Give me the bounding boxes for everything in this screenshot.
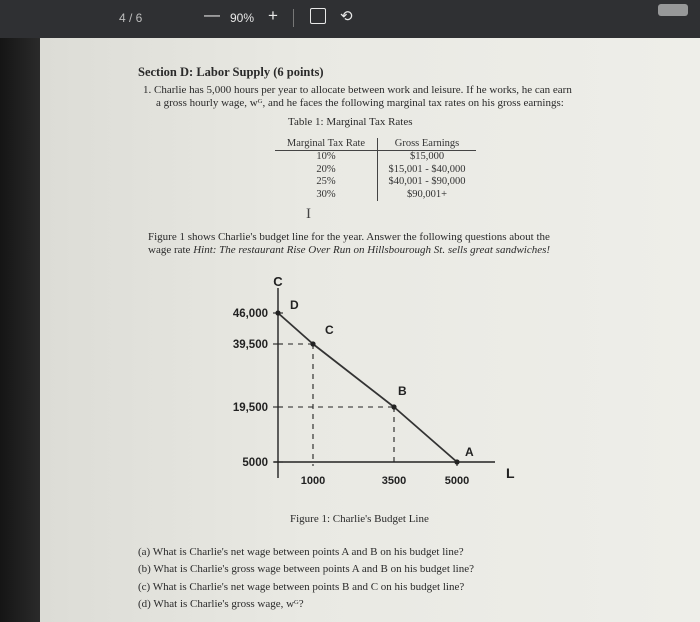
budget-line-segment <box>313 344 394 407</box>
figure-intro-prefix: wage rate <box>148 244 191 256</box>
text-cursor-icon: I <box>306 206 311 222</box>
rate-cell: 10% <box>275 151 378 164</box>
x-tick-label: 3500 <box>381 475 407 487</box>
budget-line-chart <box>40 38 700 622</box>
earnings-cell: $90,001+ <box>406 188 448 200</box>
left-panel <box>0 38 40 622</box>
rate-cell: 25% <box>275 176 378 189</box>
budget-line-segment <box>278 313 313 344</box>
point-c <box>310 341 315 346</box>
zoom-level: 90% <box>230 11 255 25</box>
earnings-cell: $15,000 <box>409 151 445 162</box>
point-label-a: A <box>465 445 474 459</box>
y-tick-label: 19,500 <box>232 402 268 414</box>
y-tick-label: 39,500 <box>232 339 268 351</box>
fit-page-icon[interactable] <box>310 8 326 24</box>
question-d: (d) What is Charlie's gross wage, wᴳ? <box>138 598 304 610</box>
budget-line-segment <box>394 407 457 462</box>
zoom-out-button[interactable]: — <box>204 7 220 24</box>
figure-hint: Hint: The restaurant Rise Over Run on Hillsbourough St. sells great sandwiches! <box>193 244 551 256</box>
y-tick-label: 46,000 <box>232 308 268 320</box>
question-b: (b) What is Charlie's gross wage between points A and B on his budget line? <box>138 563 474 575</box>
page-indicator: 4 / 6 <box>119 11 143 25</box>
zoom-in-button[interactable]: + <box>268 6 278 25</box>
x-axis-label: L <box>506 465 515 481</box>
table-caption: Table 1: Marginal Tax Rates <box>288 116 413 128</box>
toolbar-actions[interactable] <box>658 4 688 16</box>
rotate-icon[interactable]: ⟲ <box>340 8 353 25</box>
point-a <box>454 459 459 464</box>
earnings-cell: $15,001 - $40,000 <box>388 163 466 175</box>
table-header: Marginal Tax Rate <box>275 138 378 151</box>
question-1-line-2: a gross hourly wage, wᴳ, and he faces the following marginal tax rates on his gross earnings: <box>156 97 564 109</box>
figure-intro-line-1: Figure 1 shows Charlie's budget line for the year. Answer the following questions about the <box>148 231 550 243</box>
toolbar-divider <box>293 9 294 27</box>
x-tick-label: 5000 <box>444 475 470 487</box>
question-c: (c) What is Charlie's net wage between points B and C on his budget line? <box>138 581 465 593</box>
figure-caption: Figure 1: Charlie's Budget Line <box>290 513 429 525</box>
point-label-d: D <box>290 298 299 312</box>
question-1-line-1: 1. Charlie has 5,000 hours per year to allocate between work and leisure. If he works, he can earn <box>143 84 572 96</box>
rate-cell: 20% <box>275 164 378 177</box>
document-page <box>40 38 700 622</box>
question-a: (a) What is Charlie's net wage between points A and B on his budget line? <box>138 546 464 558</box>
x-tick-label: 1000 <box>300 475 326 487</box>
y-tick-label: 5000 <box>242 457 268 469</box>
earnings-cell: $40,001 - $90,000 <box>388 176 466 187</box>
point-label-b: B <box>398 384 407 398</box>
chart-root <box>233 274 515 487</box>
y-axis-label: C <box>273 274 283 289</box>
section-title: Section D: Labor Supply (6 points) <box>138 65 324 79</box>
point-label-c: C <box>325 323 334 337</box>
point-b <box>391 404 396 409</box>
table-header: Gross Earnings <box>378 138 477 151</box>
pdf-toolbar <box>0 0 700 38</box>
rate-cell: 30% <box>275 189 378 202</box>
